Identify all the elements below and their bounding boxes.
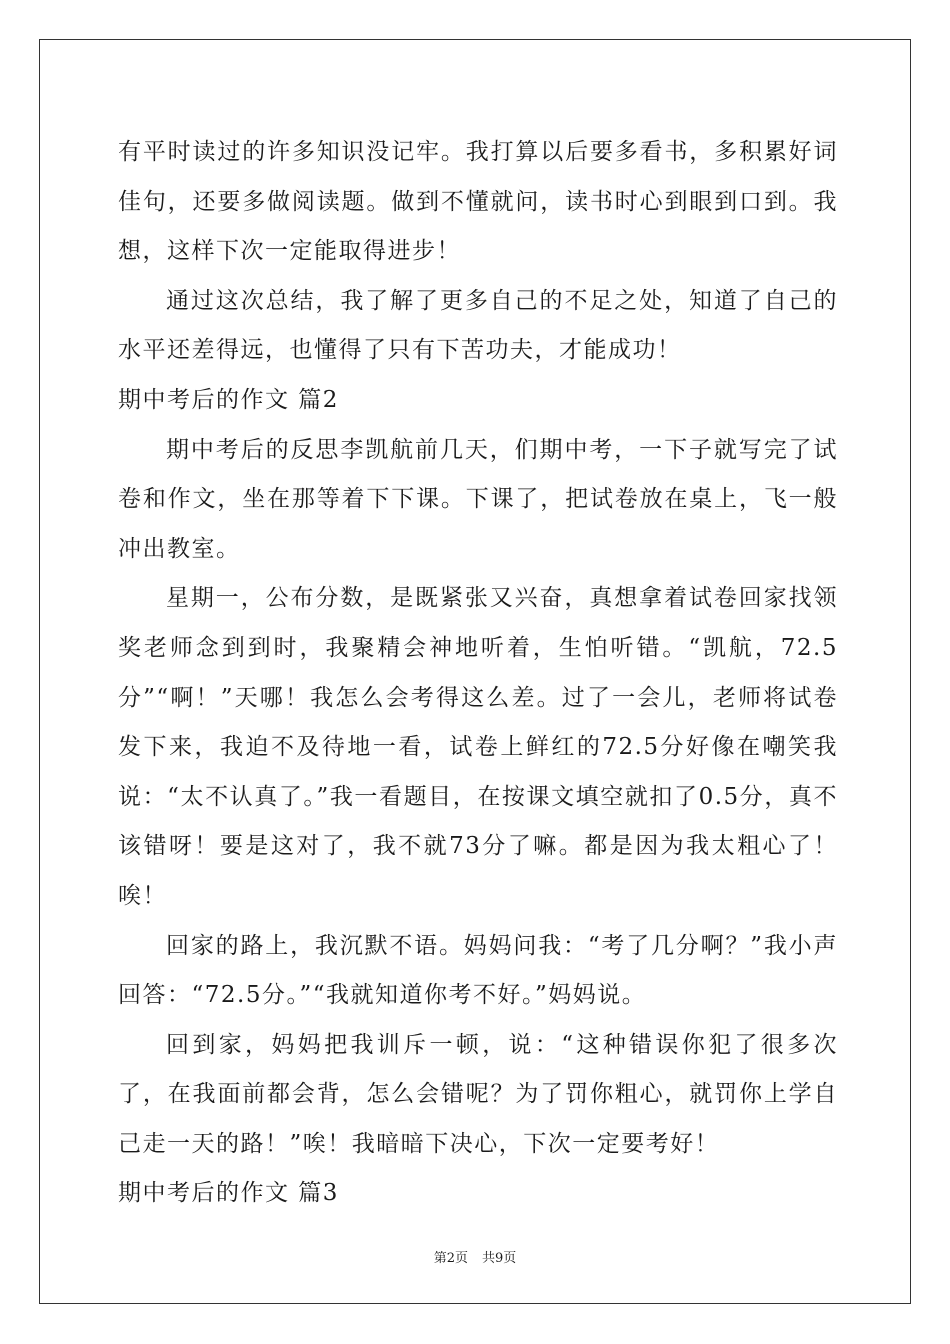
document-body — [118, 128, 838, 1219]
paragraph: 期中考后的反思李凯航前几天，们期中考，一下子就写完了试卷和作文，坐在那等着下下课。下课了，把试卷放在桌上，飞一般冲出教室。 — [118, 436, 838, 562]
paragraph: 回到家，妈妈把我训斥一顿，说：“这种错误你犯了很多次了，在我面前都会背，怎么会错呢？为了罚你粗心，就罚你上学自己走一天的路！”唉！我暗暗下决心，下次一定要考好！ — [118, 1031, 838, 1157]
paragraph: 回家的路上，我沉默不语。妈妈问我：“考了几分啊？”我小声回答：“72.5分。”“我就知道你考不好。”妈妈说。 — [118, 932, 838, 1009]
section-heading: 期中考后的作文 篇2 — [118, 386, 339, 413]
page-footer — [0, 1247, 950, 1266]
section-heading: 期中考后的作文 篇3 — [118, 1180, 339, 1207]
page-number: 第2页 — [433, 1251, 468, 1266]
page-total: 共9页 — [482, 1251, 517, 1266]
paragraph: 通过这次总结，我了解了更多自己的不足之处，知道了自己的水平还差得远，也懂得了只有下苦功夫，才能成功！ — [118, 287, 838, 364]
paragraph-continuation: 有平时读过的许多知识没记牢。我打算以后要多看书，多积累好词佳句，还要多做阅读题。做到不懂就问，读书时心到眼到口到。我想，这样下次一定能取得进步！ — [118, 139, 838, 265]
paragraph: 星期一，公布分数，是既紧张又兴奋，真想拿着试卷回家找领奖老师念到到时，我聚精会神地听着，生怕听错。“凯航，72.5分”“啊！”天哪！我怎么会考得这么差。过了一会儿，老师将试卷发下来，我迫不及待地一看，试卷上鲜红的72.5分好像在嘲笑我说：“太不认真了。”我一看题目，在按课文填空就扣了0.5分，真不该错呀！要是这对了，我不就73分了嘛。都是因为我太粗心了！唉！ — [118, 585, 838, 909]
